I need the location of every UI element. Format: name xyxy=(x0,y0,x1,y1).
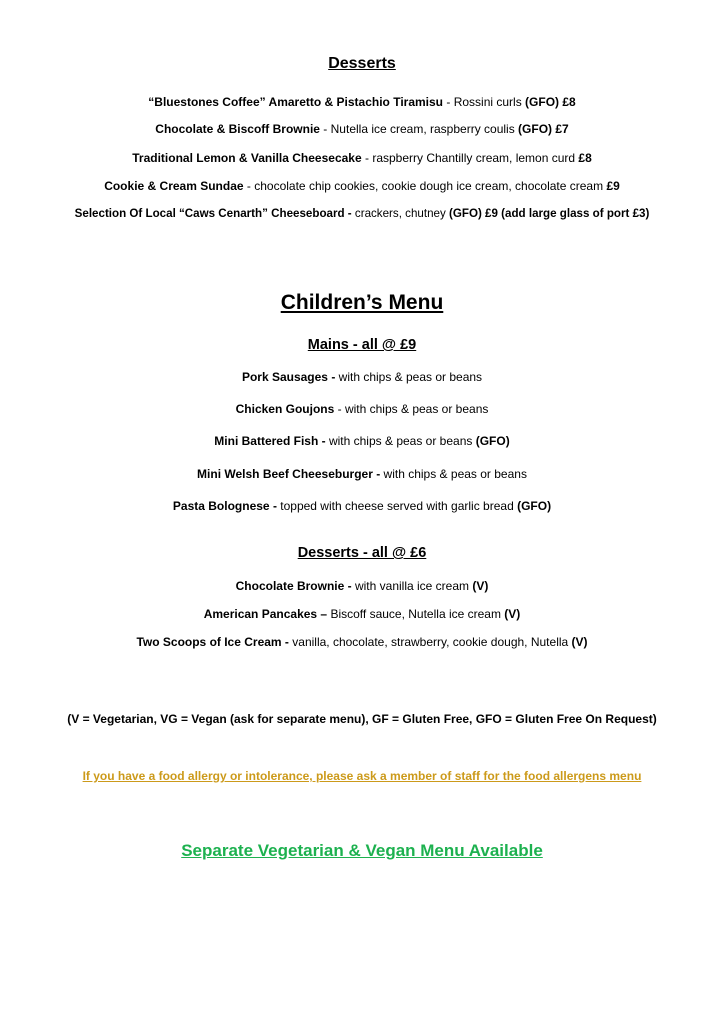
dessert-desc: Nutella ice cream, raspberry coulis xyxy=(330,122,519,136)
kids-main-name: Mini Battered Fish - xyxy=(214,434,326,448)
kids-main-item xyxy=(0,466,724,482)
dessert-name: Selection Of Local “Caws Cenarth” Cheeseboard - xyxy=(74,207,352,220)
kids-main-desc: with chips & peas or beans xyxy=(325,434,476,448)
kids-main-tail: (GFO) xyxy=(517,499,552,513)
dessert-desc: chocolate chip cookies, cookie dough ice cream, chocolate cream xyxy=(254,179,607,193)
dessert-name: “Bluestones Coffee” Amaretto & Pistachio Tiramisu xyxy=(148,95,444,109)
kids-main-item xyxy=(0,401,724,417)
kids-main-desc: with chips & peas or beans xyxy=(380,467,527,481)
kids-main-name: Pasta Bolognese - xyxy=(172,499,277,513)
dessert-item xyxy=(0,121,724,137)
vegetarian-menu-notice: Separate Vegetarian & Vegan Menu Available xyxy=(181,841,543,860)
kids-main-desc: with chips & peas or beans xyxy=(335,370,483,384)
kids-dessert-tail: (V) xyxy=(472,579,489,593)
dessert-price: £9 xyxy=(606,179,620,193)
dessert-desc: crackers, chutney xyxy=(354,207,449,220)
dessert-sep: - xyxy=(443,95,454,109)
kids-dessert-name: American Pancakes – xyxy=(203,607,328,621)
kids-main-tail: (GFO) xyxy=(475,434,510,448)
dessert-name: Traditional Lemon & Vanilla Cheesecake xyxy=(132,151,362,165)
dessert-sep: - xyxy=(361,151,373,165)
childrens-menu-title: Children’s Menu xyxy=(280,291,444,314)
dessert-item xyxy=(0,94,724,110)
allergy-notice: If you have a food allergy or intolerance, please ask a member of staff for the food allergens menu xyxy=(82,769,642,783)
kids-dessert-desc: with vanilla ice cream xyxy=(351,579,473,593)
kids-dessert-desc: vanilla, chocolate, strawberry, cookie dough, Nutella xyxy=(288,635,572,649)
kids-main-item xyxy=(0,369,724,385)
dessert-sep: - xyxy=(243,179,255,193)
dessert-price: (GFO) £8 xyxy=(525,95,576,109)
dessert-price: (GFO) £9 (add large glass of port £3) xyxy=(448,207,650,220)
kids-main-name: Chicken Goujons xyxy=(235,402,335,416)
dietary-key: (V = Vegetarian, VG = Vegan (ask for separate menu), GF = Gluten Free, GFO = Gluten Free On Request) xyxy=(67,712,657,726)
dessert-name: Cookie & Cream Sundae xyxy=(104,179,244,193)
dessert-price: (GFO) £7 xyxy=(518,122,569,136)
dessert-price: £8 xyxy=(578,151,592,165)
kids-mains-title: Mains - all @ £9 xyxy=(307,337,417,353)
kids-desserts-title: Desserts - all @ £6 xyxy=(297,545,427,561)
kids-dessert-item xyxy=(0,578,724,594)
kids-main-desc: - with chips & peas or beans xyxy=(334,402,489,416)
kids-main-desc: topped with cheese served with garlic bread xyxy=(276,499,518,513)
kids-dessert-item xyxy=(0,634,724,650)
kids-main-name: Mini Welsh Beef Cheeseburger - xyxy=(197,467,381,481)
kids-dessert-tail: (V) xyxy=(504,607,521,621)
kids-dessert-item xyxy=(0,606,724,622)
dessert-desc: Rossini curls xyxy=(453,95,526,109)
dessert-item xyxy=(0,150,724,166)
kids-main-item xyxy=(0,433,724,449)
dessert-desc: raspberry Chantilly cream, lemon curd xyxy=(372,151,579,165)
kids-dessert-name: Two Scoops of Ice Cream - xyxy=(136,635,289,649)
desserts-title: Desserts xyxy=(328,55,396,72)
dessert-item xyxy=(0,178,724,194)
kids-dessert-desc: Biscoff sauce, Nutella ice cream xyxy=(327,607,505,621)
kids-dessert-name: Chocolate Brownie - xyxy=(235,579,352,593)
dessert-name: Chocolate & Biscoff Brownie xyxy=(155,122,320,136)
kids-main-item xyxy=(0,498,724,514)
kids-dessert-tail: (V) xyxy=(571,635,588,649)
kids-main-name: Pork Sausages - xyxy=(241,370,336,384)
dessert-sep: - xyxy=(319,122,331,136)
dessert-item xyxy=(0,206,724,222)
